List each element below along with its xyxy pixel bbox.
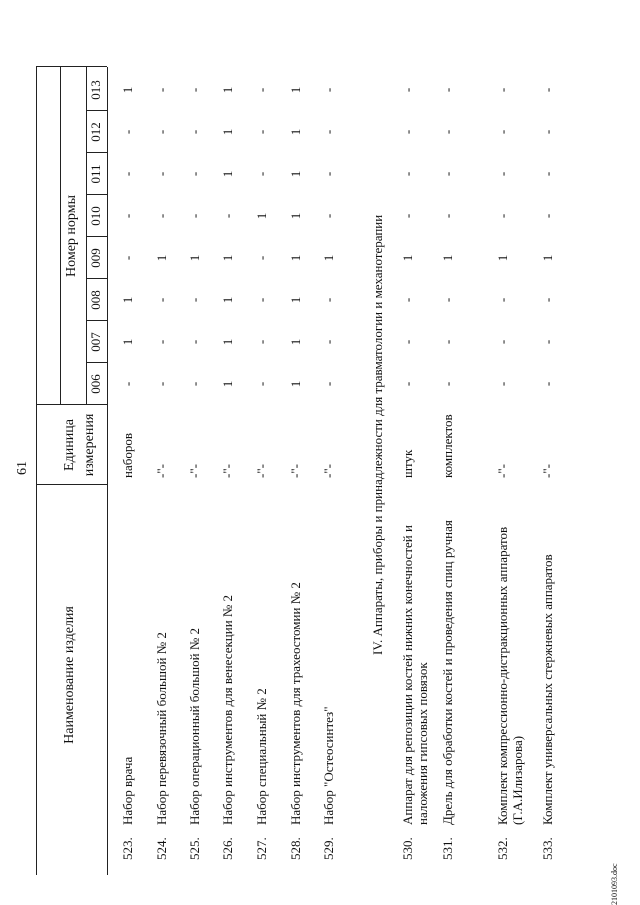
row-unit: -"- (321, 464, 336, 478)
row-value: - (440, 87, 455, 93)
row-value: - (120, 213, 135, 219)
row-value: - (154, 297, 169, 303)
row-value: - (254, 255, 269, 261)
row-unit: -"- (254, 464, 269, 478)
row-value: 1 (220, 254, 235, 262)
row-value: - (400, 213, 415, 219)
norm-col-label: 009 (88, 248, 103, 268)
row-value: - (400, 339, 415, 345)
section-title: IV. Аппараты, приборы и принадлежности для травматологии и механотерапии (370, 214, 385, 655)
row-value: - (400, 297, 415, 303)
row-value: - (321, 87, 336, 93)
row-name: Набор врача (120, 756, 135, 825)
header-name: Наименование изделия (62, 606, 77, 744)
row-number: 528. (288, 837, 303, 860)
row-value: - (540, 339, 555, 345)
row-name: Набор инструментов для трахеостомии № 2 (288, 582, 303, 825)
row-value: - (254, 381, 269, 387)
row-value: - (321, 213, 336, 219)
row-number: 523. (120, 837, 135, 860)
norm-col-label: 011 (88, 164, 103, 184)
row-value: 1 (220, 380, 235, 388)
row-unit: -"- (540, 464, 555, 478)
row-value: - (321, 339, 336, 345)
row-value: 1 (220, 338, 235, 346)
row-value: - (540, 381, 555, 387)
row-value: 1 (288, 254, 303, 262)
row-value: 1 (288, 212, 303, 220)
norm-col-divider (86, 152, 107, 153)
row-value: - (440, 213, 455, 219)
row-name: Набор перевязочный большой № 2 (154, 632, 169, 825)
row-value: - (440, 171, 455, 177)
row-number: 529. (321, 837, 336, 860)
row-value: 1 (288, 86, 303, 94)
row-value: - (321, 171, 336, 177)
row-number: 533. (540, 837, 555, 860)
norm-col-divider (86, 236, 107, 237)
row-value: - (154, 339, 169, 345)
row-value: 1 (400, 254, 415, 262)
row-number: 531. (440, 837, 455, 860)
row-value: - (120, 255, 135, 261)
row-value: 1 (440, 254, 455, 262)
row-value: 1 (220, 170, 235, 178)
row-value: 1 (220, 86, 235, 94)
row-value: - (187, 213, 202, 219)
row-value: 1 (120, 296, 135, 304)
row-value: - (540, 213, 555, 219)
row-value: - (495, 339, 510, 345)
row-value: 1 (220, 296, 235, 304)
row-value: - (154, 213, 169, 219)
row-value: 1 (288, 338, 303, 346)
row-name: Комплект универсальных стержневых аппаратов (540, 554, 555, 825)
row-name: Набор специальный № 2 (254, 688, 269, 825)
row-value: - (187, 87, 202, 93)
row-value: - (540, 87, 555, 93)
row-value: - (254, 297, 269, 303)
row-value: - (154, 171, 169, 177)
row-value: 1 (288, 128, 303, 136)
row-value: - (440, 129, 455, 135)
row-value: - (120, 381, 135, 387)
row-value: - (220, 213, 235, 219)
row-value: - (254, 339, 269, 345)
page-number: 61 (15, 461, 30, 475)
row-value: - (254, 87, 269, 93)
row-value: - (440, 381, 455, 387)
norm-col-label: 012 (88, 122, 103, 142)
header-bottom-rule (107, 67, 108, 875)
row-name: Набор инструментов для венесекции № 2 (220, 594, 235, 825)
row-value: - (120, 129, 135, 135)
row-number: 532. (495, 837, 510, 860)
row-unit: -"- (495, 464, 510, 478)
row-value: 1 (120, 86, 135, 94)
row-value: - (400, 129, 415, 135)
norm-col-label: 010 (88, 206, 103, 226)
row-value: 1 (288, 380, 303, 388)
row-value: 1 (120, 338, 135, 346)
row-value: - (400, 87, 415, 93)
row-name: Набор "Остеосинтез" (321, 706, 336, 825)
norm-col-label: 006 (88, 374, 103, 394)
row-name: Комплект компрессионно-дистракционных аппаратов (Г.А.Илизарова) (495, 526, 525, 825)
row-value: 1 (254, 212, 269, 220)
row-value: - (495, 171, 510, 177)
row-value: - (400, 171, 415, 177)
norm-col-divider (86, 194, 107, 195)
norm-col-divider (86, 362, 107, 363)
row-value: - (120, 171, 135, 177)
row-value: 1 (321, 254, 336, 262)
row-value: - (321, 129, 336, 135)
row-unit: -"- (220, 464, 235, 478)
row-unit: -"- (288, 464, 303, 478)
norm-col-divider (86, 110, 107, 111)
row-value: 1 (540, 254, 555, 262)
row-unit: комплектов (440, 414, 455, 478)
row-number: 527. (254, 837, 269, 860)
row-value: - (187, 339, 202, 345)
row-value: - (187, 171, 202, 177)
row-value: - (440, 297, 455, 303)
row-unit: наборов (120, 433, 135, 478)
document-id: 2101093.doc (610, 863, 619, 905)
row-value: - (154, 87, 169, 93)
row-value: - (540, 297, 555, 303)
row-value: - (495, 87, 510, 93)
row-value: - (154, 129, 169, 135)
row-value: - (321, 381, 336, 387)
row-value: 1 (187, 254, 202, 262)
row-name: Набор операционный большой № 2 (187, 627, 202, 825)
row-value: - (321, 297, 336, 303)
norm-col-label: 013 (88, 80, 103, 100)
row-value: - (440, 339, 455, 345)
header-unit: Единица измерения (62, 413, 97, 477)
row-unit: -"- (187, 464, 202, 478)
header-norm-group: Номер нормы (64, 195, 79, 277)
row-value: - (254, 171, 269, 177)
norm-col-label: 008 (88, 290, 103, 310)
norm-col-divider (86, 278, 107, 279)
row-value: - (495, 381, 510, 387)
row-value: 1 (154, 254, 169, 262)
row-unit: -"- (154, 464, 169, 478)
row-value: 1 (288, 170, 303, 178)
norm-col-label: 007 (88, 332, 103, 352)
row-number: 526. (220, 837, 235, 860)
row-name: Дрель для обработки костей и проведения спиц ручная (440, 520, 455, 825)
row-value: - (495, 213, 510, 219)
norm-group-rule (60, 67, 61, 405)
row-number: 525. (187, 837, 202, 860)
row-value: - (495, 297, 510, 303)
row-value: - (400, 381, 415, 387)
row-name: Аппарат для репозиции костей нижних конечностей и наложения гипсовых повязок (400, 525, 430, 825)
row-value: - (495, 129, 510, 135)
row-number: 524. (154, 837, 169, 860)
row-value: - (540, 171, 555, 177)
row-value: 1 (220, 128, 235, 136)
row-value: - (154, 381, 169, 387)
row-value: - (254, 129, 269, 135)
row-unit: штук (400, 449, 415, 478)
row-value: - (540, 129, 555, 135)
row-value: - (187, 381, 202, 387)
row-value: - (187, 129, 202, 135)
row-number: 530. (400, 837, 415, 860)
row-value: 1 (495, 254, 510, 262)
row-value: - (187, 297, 202, 303)
row-value: 1 (288, 296, 303, 304)
norm-col-divider (86, 320, 107, 321)
header-top-rule (36, 67, 37, 875)
